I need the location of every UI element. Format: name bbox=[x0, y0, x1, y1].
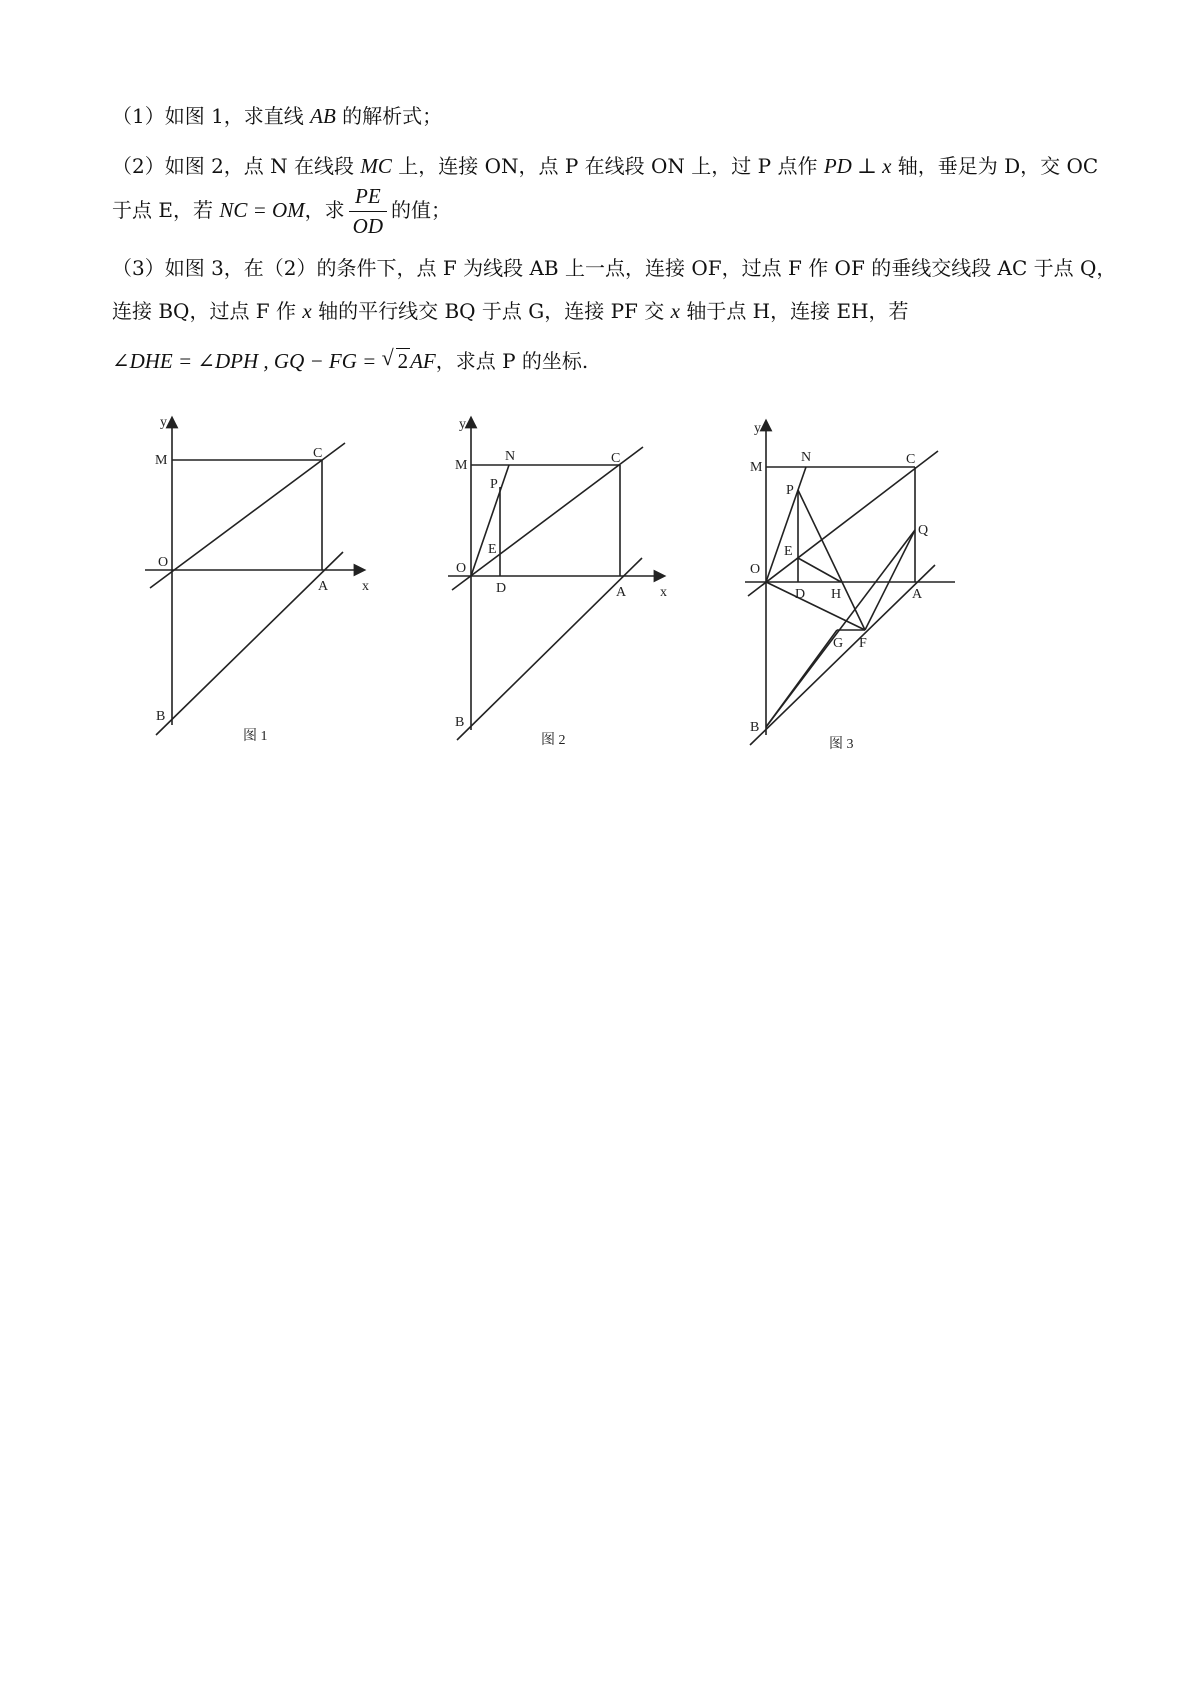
q1-text-1: （1）如图 1，求直线 bbox=[112, 104, 311, 128]
fig2-label-d: D bbox=[496, 581, 507, 596]
fig2-label-n: N bbox=[505, 449, 516, 464]
fig2-line-ab bbox=[457, 558, 642, 740]
figure-2 bbox=[448, 422, 660, 740]
fig1-label-c: C bbox=[313, 446, 323, 461]
q2b-text-2: ，求 bbox=[304, 198, 345, 222]
q3b-text-2: 轴的平行线交 BQ 于点 G，连接 PF 交 bbox=[311, 299, 671, 323]
fig3-caption: 图 3 bbox=[829, 737, 854, 752]
fig3-label-g: G bbox=[833, 636, 844, 651]
fig1-caption: 图 1 bbox=[243, 729, 268, 744]
q3b-math-x2: x bbox=[670, 299, 680, 323]
fig3-label-m: M bbox=[750, 460, 763, 475]
q3c-math-af: AF bbox=[410, 349, 436, 373]
fig3-label-o: O bbox=[750, 562, 761, 577]
fig3-line-ab bbox=[750, 565, 935, 745]
q2b-text-3: 的值； bbox=[391, 198, 452, 222]
fig1-label-x: x bbox=[362, 579, 369, 594]
fig1-label-o: O bbox=[158, 555, 169, 570]
fig3-label-b: B bbox=[750, 720, 760, 735]
sqrt-radicand: 2 bbox=[397, 349, 409, 373]
fig3-label-a: A bbox=[912, 587, 923, 602]
figure-2-labels bbox=[455, 417, 667, 748]
q3c-text-1: ，求点 P 的坐标. bbox=[435, 349, 589, 373]
fig3-label-c: C bbox=[906, 452, 916, 467]
fig1-line-oc bbox=[150, 443, 345, 588]
fig2-label-m: M bbox=[455, 458, 468, 473]
figure-3 bbox=[745, 425, 955, 745]
fig3-label-e: E bbox=[784, 544, 793, 559]
fig2-label-c: C bbox=[611, 451, 621, 466]
fraction-denominator: OD bbox=[352, 214, 384, 238]
fig2-label-b: B bbox=[455, 715, 465, 730]
fig2-label-y: y bbox=[459, 417, 466, 432]
fig1-label-b: B bbox=[156, 709, 166, 724]
figures-canvas bbox=[0, 0, 1200, 760]
fig3-segment-fq bbox=[865, 530, 915, 630]
q2b-math-nc: NC = OM bbox=[219, 198, 305, 222]
fig3-line-oc bbox=[748, 451, 938, 596]
q3a-text: （3）如图 3，在（2）的条件下，点 F 为线段 AB 上一点，连接 OF，过点 F 作 OF 的垂线交线段 AC 于点 Q， bbox=[112, 256, 1117, 280]
fig3-label-h: H bbox=[831, 587, 842, 602]
fig2-label-o: O bbox=[456, 561, 467, 576]
fig3-label-f: F bbox=[859, 636, 867, 651]
q2a-text-2: 上，连接 ON，点 P 在线段 ON 上，过 P 点作 bbox=[391, 154, 824, 178]
fig3-label-q: Q bbox=[918, 523, 929, 538]
fig3-segment-of bbox=[766, 582, 865, 630]
fig1-line-ab bbox=[156, 552, 343, 735]
q2b-text-1: 于点 E，若 bbox=[112, 198, 220, 222]
fig1-label-y: y bbox=[160, 415, 167, 430]
fig2-label-a: A bbox=[616, 585, 627, 600]
q3b-text-1: 连接 BQ，过点 F 作 bbox=[112, 299, 303, 323]
fig3-label-n: N bbox=[801, 450, 812, 465]
fig2-caption: 图 2 bbox=[541, 733, 566, 748]
q2a-text-3: 轴，垂足为 D，交 OC bbox=[891, 154, 1099, 178]
q3b-math-x1: x bbox=[302, 299, 312, 323]
fraction-numerator: PE bbox=[349, 184, 387, 212]
fig2-label-p: P bbox=[490, 477, 498, 492]
radical-sign: √ bbox=[381, 345, 394, 370]
q2a-math-pd: PD ⊥ x bbox=[823, 154, 892, 178]
fig3-label-p: P bbox=[786, 483, 794, 498]
fig1-label-a: A bbox=[318, 579, 329, 594]
fig3-segment-bg bbox=[766, 630, 837, 727]
fig2-label-e: E bbox=[488, 542, 497, 557]
q1-text-2: 的解析式； bbox=[335, 104, 443, 128]
fig1-label-m: M bbox=[155, 453, 168, 468]
fig3-segment-eh bbox=[798, 558, 841, 582]
figure-1-labels bbox=[155, 415, 369, 744]
fig3-label-d: D bbox=[795, 587, 806, 602]
fig3-label-y: y bbox=[754, 421, 761, 436]
q2a-text-1: （2）如图 2，点 N 在线段 bbox=[112, 154, 361, 178]
fig2-label-x: x bbox=[660, 585, 667, 600]
fig2-line-oc bbox=[452, 447, 643, 590]
q1-math-ab: AB bbox=[310, 104, 336, 128]
q3b-text-3: 轴于点 H，连接 EH，若 bbox=[679, 299, 909, 323]
q3c-math-angles: ∠DHE = ∠DPH , GQ − FG = bbox=[112, 349, 382, 373]
q2a-math-mc: MC bbox=[360, 154, 392, 178]
